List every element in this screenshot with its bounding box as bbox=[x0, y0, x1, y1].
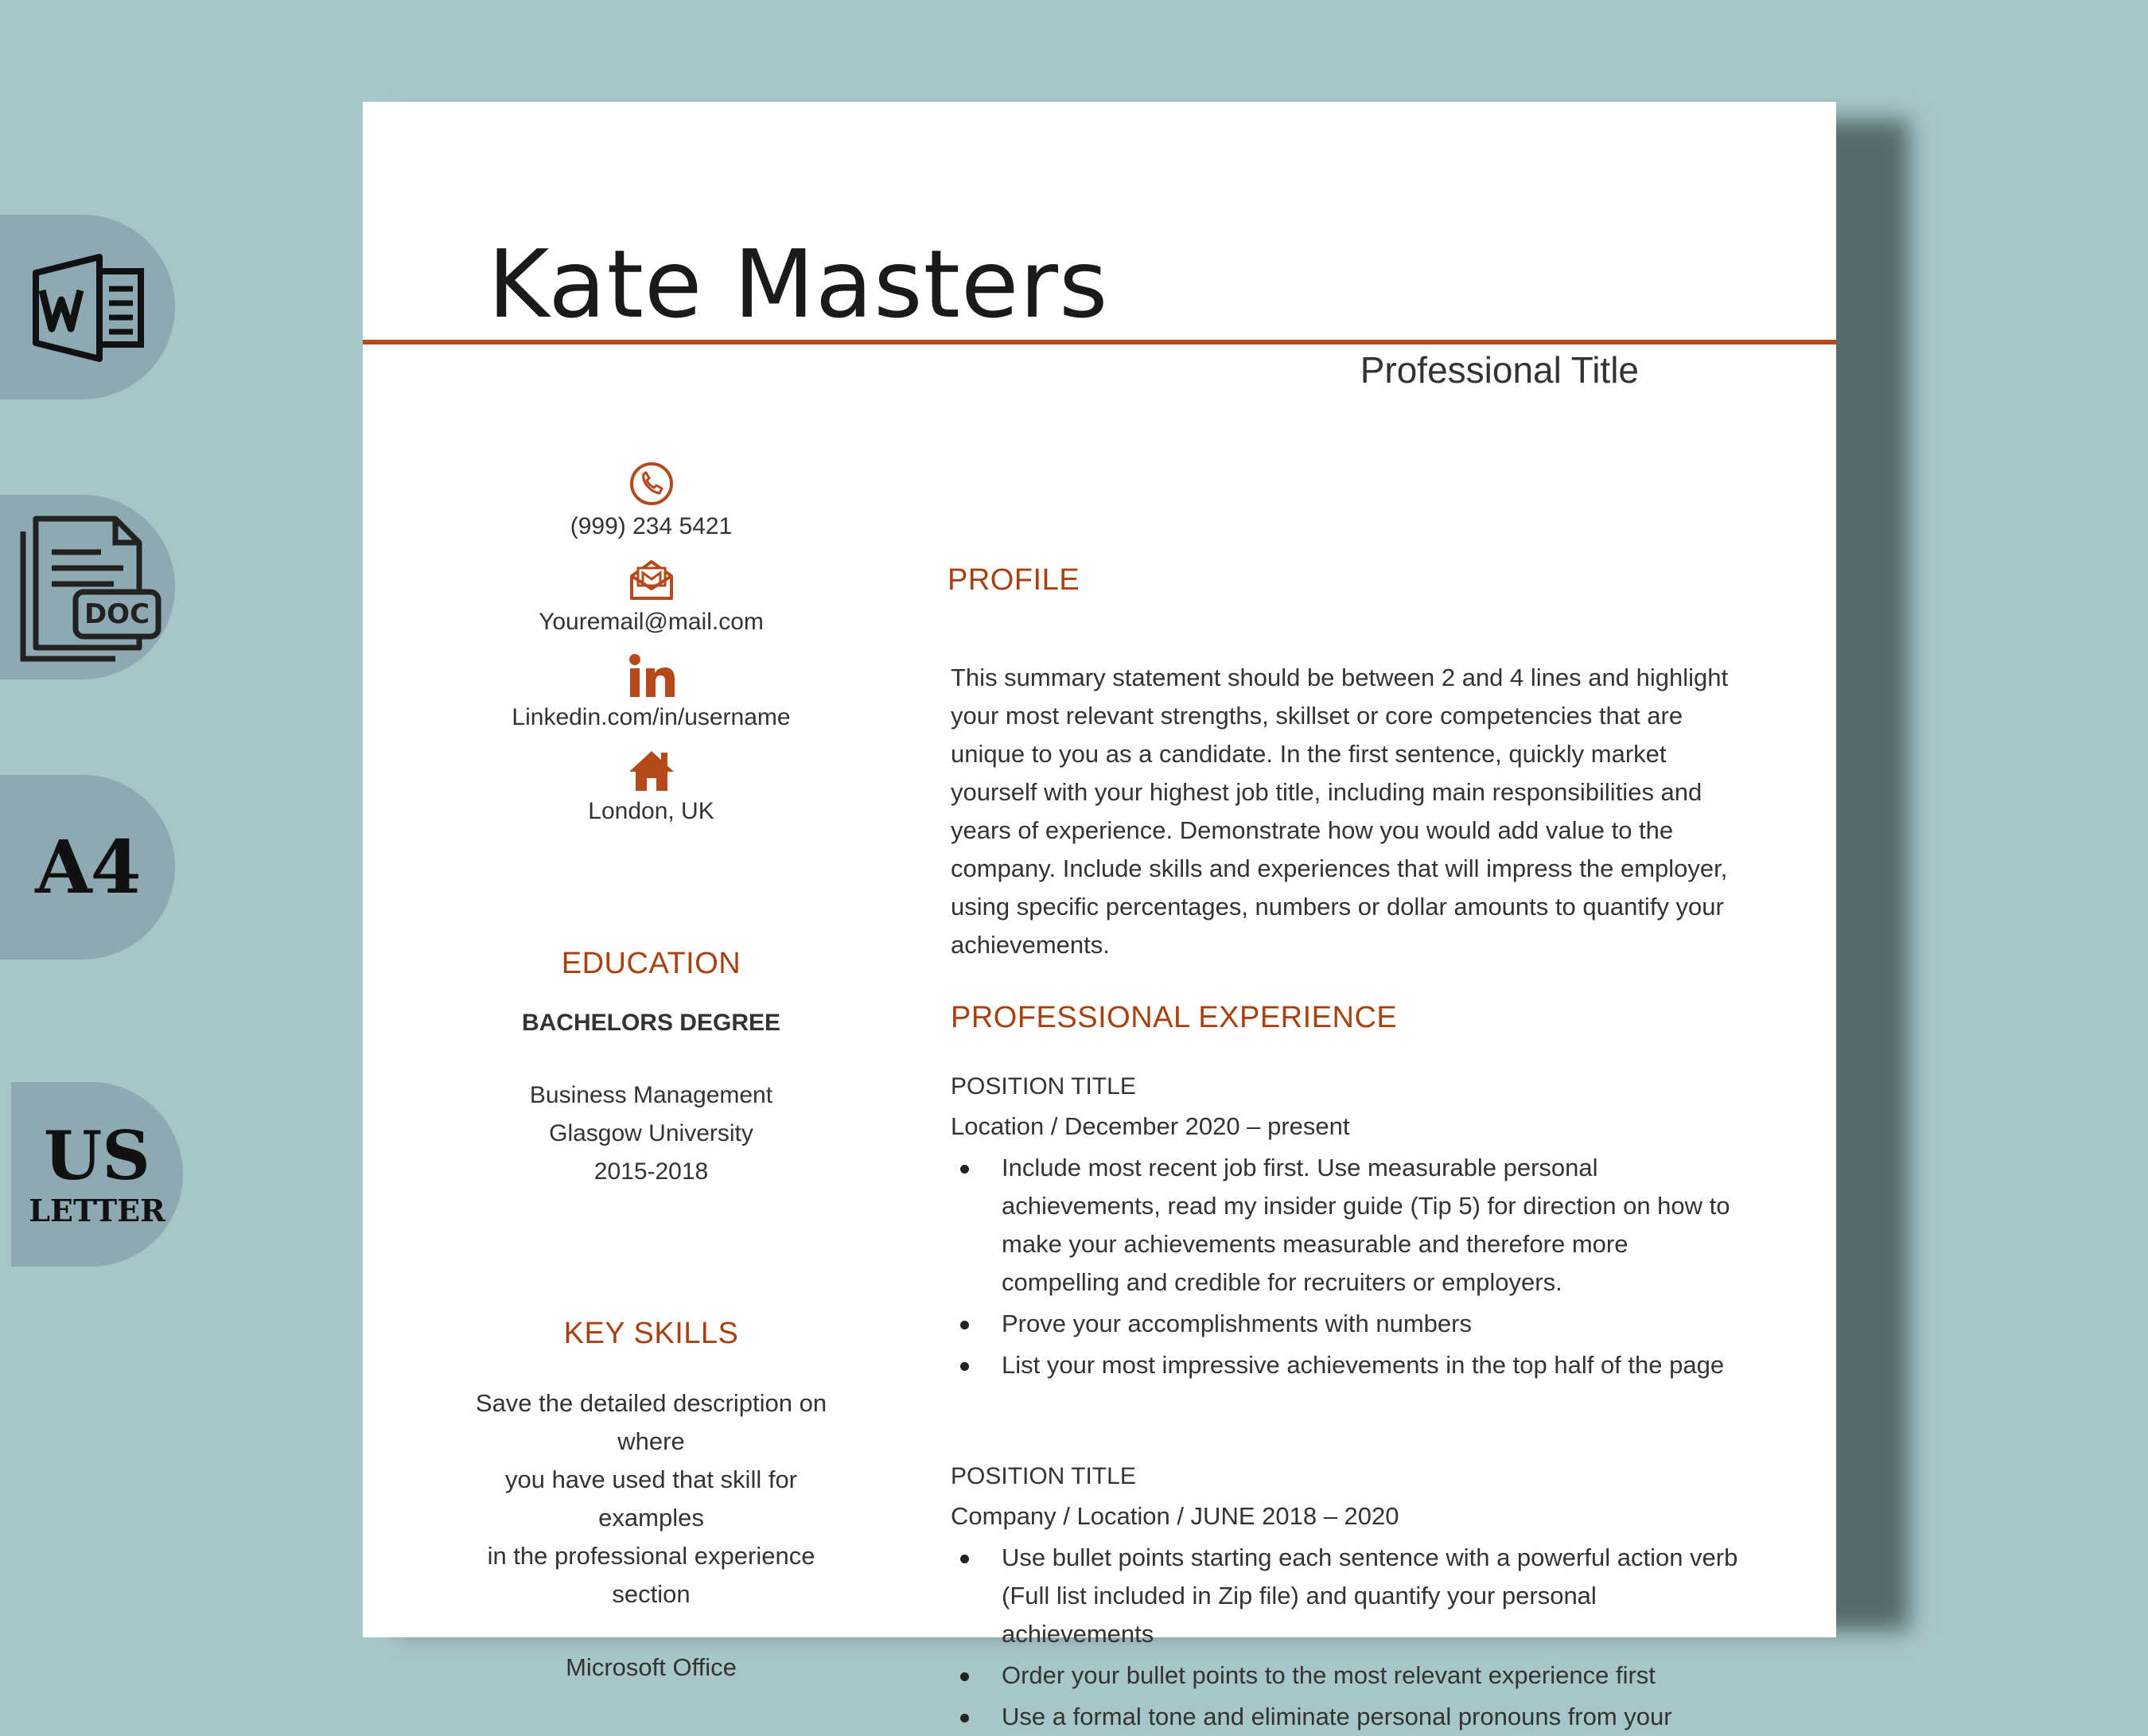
resume-name: Kate Masters bbox=[488, 229, 1109, 339]
skills-description bbox=[458, 1384, 844, 1613]
job-entry bbox=[951, 1068, 1746, 1384]
a4-label: A4 bbox=[35, 824, 140, 910]
skill-item: Microsoft Office bbox=[566, 1653, 737, 1681]
header-divider bbox=[363, 340, 1836, 344]
job-entry bbox=[951, 1458, 1746, 1736]
us-label: US bbox=[44, 1116, 150, 1195]
bullet-item: Use a formal tone and eliminate personal pronouns from your bbox=[951, 1698, 1746, 1736]
skills-line-1: Save the detailed description on where bbox=[475, 1389, 827, 1455]
email-icon bbox=[627, 557, 676, 603]
job-meta: Location / December 2020 – present bbox=[951, 1112, 1350, 1140]
word-format-badge bbox=[0, 215, 175, 399]
us-letter-format-badge bbox=[11, 1082, 183, 1267]
job-title: POSITION TITLE bbox=[951, 1463, 1136, 1489]
job-meta: Company / Location / JUNE 2018 – 2020 bbox=[951, 1502, 1399, 1530]
key-skills-heading: KEY SKILLS bbox=[563, 1317, 739, 1350]
linkedin-text: Linkedin.com/in/username bbox=[512, 704, 791, 730]
bullet-item: Include most recent job first. Use measurable personal achievements, read my insider guide (Tip 5) for direction on how to make your achievements measurable and therefore more compelling and credible for recruiters or employers. bbox=[951, 1149, 1746, 1302]
bullet-item: Prove your accomplishments with numbers bbox=[951, 1305, 1746, 1343]
profile-heading: PROFILE bbox=[948, 563, 1080, 597]
doc-label: DOC bbox=[84, 598, 150, 630]
sidebar-column bbox=[458, 460, 844, 1682]
degree-field: Business Management bbox=[529, 1082, 773, 1108]
bullet-item: Order your bullet points to the most relevant experience first bbox=[951, 1656, 1746, 1695]
skills-line-3: in the professional experience section bbox=[487, 1542, 815, 1608]
job-title: POSITION TITLE bbox=[951, 1073, 1136, 1100]
education-years: 2015-2018 bbox=[593, 1158, 709, 1185]
linkedin-icon bbox=[627, 652, 676, 699]
resume-page bbox=[363, 102, 1836, 1730]
professional-title: Professional Title bbox=[1360, 349, 1639, 391]
school-name: Glasgow University bbox=[549, 1120, 753, 1146]
phone-icon bbox=[628, 460, 675, 508]
email-text: Youremail@mail.com bbox=[539, 609, 764, 635]
a4-format-badge bbox=[0, 775, 175, 959]
skills-line-2: you have used that skill for examples bbox=[504, 1465, 798, 1532]
doc-file-icon bbox=[12, 508, 163, 667]
letter-label: LETTER bbox=[29, 1193, 165, 1228]
microsoft-word-icon bbox=[20, 239, 155, 375]
experience-heading: PROFESSIONAL EXPERIENCE bbox=[951, 1001, 1398, 1034]
phone-text: (999) 234 5421 bbox=[570, 513, 733, 539]
location-text: London, UK bbox=[588, 798, 714, 824]
bullet-item: Use bullet points starting each sentence with a powerful action verb (Full list included in Zip file) and quantify your personal achievements bbox=[951, 1539, 1746, 1653]
job-bullets bbox=[951, 1149, 1746, 1384]
home-icon bbox=[626, 748, 677, 792]
profile-summary: This summary statement should be between 2 and 4 lines and highlight your most relevant strengths, skillset or core competencies that are unique to you as a candidate. In the first sentence, quickly market yourself with your highest job title, including main responsibilities and years of experience. Demonstrate how you would add value to the company. Include skills and experiences that will impress the employer, using specific percentages, numbers or dollar amounts to quantify your achievements. bbox=[951, 664, 1729, 959]
bullet-item: List your most impressive achievements in the top half of the page bbox=[951, 1346, 1746, 1384]
education-heading: EDUCATION bbox=[561, 947, 741, 980]
doc-format-badge bbox=[0, 495, 175, 679]
job-bullets bbox=[951, 1539, 1746, 1736]
degree-title: BACHELORS DEGREE bbox=[521, 1010, 781, 1036]
